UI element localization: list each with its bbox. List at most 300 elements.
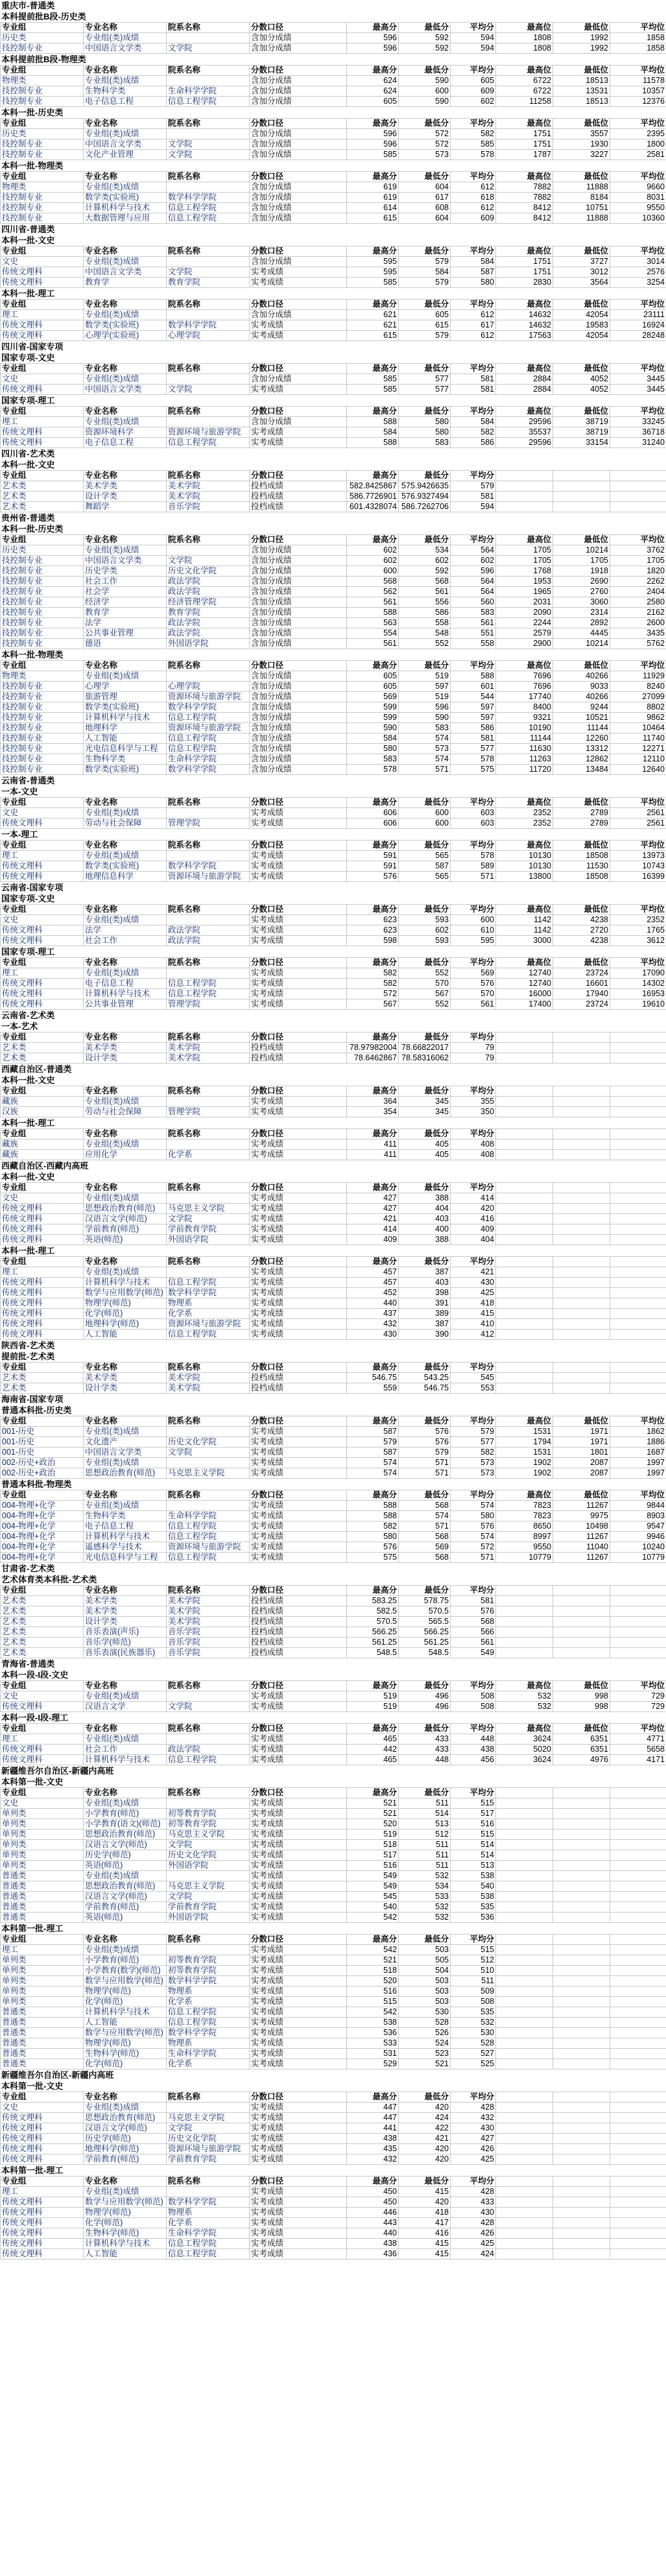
header-cell: 院系名称 [167, 1788, 250, 1798]
table-cell: 技控制专业 [1, 597, 84, 608]
table-cell: 513 [451, 1861, 496, 1871]
table-cell [167, 1945, 250, 1955]
table-cell [553, 1373, 610, 1383]
table-row [1, 2187, 666, 2197]
table-cell: 426 [451, 2144, 496, 2154]
table-cell: 590 [399, 713, 451, 723]
table-cell: 3624 [496, 1755, 553, 1765]
table-cell: 信息工程学院 [167, 2249, 250, 2260]
header-cell: 平均分 [451, 364, 496, 374]
table-cell: 364 [347, 1097, 399, 1107]
table-cell: 3762 [610, 545, 666, 556]
table-cell [553, 2197, 610, 2208]
table-cell: 001-历史 [1, 1448, 84, 1458]
table-cell [496, 1373, 553, 1383]
table-cell: 354 [347, 1107, 399, 1117]
table-row [1, 628, 666, 639]
table-cell [553, 1830, 610, 1840]
table-row [1, 556, 666, 566]
table-row [1, 1850, 666, 1861]
table-cell: 512 [451, 1955, 496, 1966]
table-cell: 实考成绩 [250, 2208, 347, 2218]
table-cell [610, 1330, 666, 1340]
table-cell: 17940 [553, 989, 610, 999]
table-cell: 576 [451, 1606, 496, 1617]
header-row [1, 1086, 666, 1097]
table-cell [553, 1278, 610, 1288]
header-cell: 最低位 [553, 841, 610, 851]
table-cell: 584 [347, 733, 399, 744]
table-cell [496, 1204, 553, 1214]
table-cell: 13973 [610, 851, 666, 861]
table-cell: 573 [451, 1468, 496, 1479]
table-cell: 437 [347, 1309, 399, 1319]
table-cell [610, 2038, 666, 2049]
table-cell: 生物科学(师范) [84, 2228, 167, 2239]
table-cell: 619 [347, 182, 399, 193]
table-cell: 实考成绩 [250, 2038, 347, 2049]
table-cell: 556 [399, 597, 451, 608]
header-cell: 分数口径 [250, 1086, 347, 1097]
table-row [1, 1278, 666, 1288]
table-cell: 532 [399, 1913, 451, 1923]
table-row [1, 1043, 666, 1053]
header-row [1, 1490, 666, 1501]
table-cell: 传统文理科 [1, 1235, 84, 1245]
table-cell: 001-历史 [1, 1427, 84, 1437]
table-row [1, 733, 666, 744]
table-cell: 19610 [610, 999, 666, 1010]
batch-title: 本科一批-物理类 [1, 161, 64, 171]
table-cell [496, 1819, 553, 1830]
header-cell: 最低分 [399, 1086, 451, 1097]
table-cell: 数学与应用数学(师范) [84, 2197, 167, 2208]
table-cell: 英语(师范) [84, 1861, 167, 1871]
table-cell: 1820 [610, 566, 666, 577]
header-cell: 专业组 [1, 407, 84, 417]
header-cell: 最低分 [399, 798, 451, 808]
table-row [1, 1606, 666, 1617]
table-cell: 624 [347, 86, 399, 97]
batch-title: 本科一批-文史 [1, 1172, 55, 1182]
table-cell: 经济管理学院 [167, 597, 250, 608]
header-cell: 专业名称 [84, 172, 167, 182]
table-cell: 10521 [553, 713, 610, 723]
table-cell [553, 2059, 610, 2069]
table-cell: 409 [347, 1235, 399, 1245]
header-row [1, 471, 666, 481]
table-cell [553, 1902, 610, 1913]
table-cell: 496 [399, 1702, 451, 1712]
table-cell: 1687 [610, 1448, 666, 1458]
header-cell: 专业组 [1, 172, 84, 182]
table-cell: 588 [451, 671, 496, 682]
table-cell: 11144 [496, 733, 553, 744]
table-cell: 8031 [610, 193, 666, 203]
table-cell: 实考成绩 [250, 1734, 347, 1745]
table-cell: 数学科学学院 [167, 702, 250, 713]
table-cell: 391 [399, 1298, 451, 1309]
header-cell: 分数口径 [250, 1935, 347, 1945]
table-cell: 78.66822017 [399, 1043, 451, 1053]
table-cell: 数学类(实验班) [84, 193, 167, 203]
table-cell: 物理学(师范) [84, 1298, 167, 1309]
table-cell: 数学与应用数学(师范) [84, 2028, 167, 2038]
header-cell [610, 1788, 666, 1798]
table-cell: 专业组(类)成绩 [84, 1097, 167, 1107]
table-cell: 581 [451, 492, 496, 502]
header-cell [496, 1183, 553, 1193]
table-cell: 文学院 [167, 150, 250, 160]
table-cell: 理工 [1, 1267, 84, 1278]
table-cell: 1801 [553, 1448, 610, 1458]
table-cell: 6722 [496, 76, 553, 86]
header-cell: 专业名称 [84, 798, 167, 808]
table-cell: 实考成绩 [250, 1945, 347, 1955]
table-cell: 530 [451, 2028, 496, 2038]
table-cell: 571 [399, 1521, 451, 1532]
table-cell: 447 [347, 2113, 399, 2123]
header-cell: 专业名称 [84, 2176, 167, 2187]
table-cell: 传统文理科 [1, 427, 84, 438]
table-cell: 含加分成绩 [250, 692, 347, 702]
table-cell: 1751 [496, 139, 553, 150]
table-cell: 16000 [496, 989, 553, 999]
table-cell [496, 2134, 553, 2144]
table-cell: 含加分成绩 [250, 139, 347, 150]
table-cell: 568 [399, 577, 451, 587]
table-cell: 582.5 [347, 1606, 399, 1617]
table-row [1, 1955, 666, 1966]
table-cell: 418 [451, 1298, 496, 1309]
table-cell: 581 [451, 733, 496, 744]
score-table [0, 1086, 666, 1117]
table-cell [496, 2113, 553, 2123]
header-cell: 平均分 [451, 407, 496, 417]
header-cell: 平均分 [451, 2176, 496, 2187]
table-row [1, 545, 666, 556]
table-cell: 10779 [496, 1553, 553, 1563]
table-cell [496, 1913, 553, 1923]
table-cell: 资源环境与旅游学院 [167, 723, 250, 733]
table-cell: 14632 [496, 310, 553, 320]
table-cell: 实考成绩 [250, 438, 347, 448]
table-row [1, 2134, 666, 2144]
table-cell: 530 [399, 2007, 451, 2018]
table-cell: 历史类 [1, 129, 84, 139]
table-cell: 艺术类 [1, 481, 84, 492]
table-cell [610, 1986, 666, 1997]
table-cell: 实考成绩 [250, 1107, 347, 1117]
table-cell: 投档成绩 [250, 481, 347, 492]
table-cell: 数学科学学院 [167, 861, 250, 872]
table-cell: 物理类 [1, 76, 84, 86]
header-cell: 最低位 [553, 66, 610, 76]
header-cell: 院系名称 [167, 798, 250, 808]
table-cell: 440 [347, 1298, 399, 1309]
header-cell: 最低分 [399, 1416, 451, 1427]
table-cell: 美术学院 [167, 1606, 250, 1617]
table-cell: 421 [451, 1267, 496, 1278]
header-cell: 专业组 [1, 1032, 84, 1043]
header-cell [553, 471, 610, 481]
table-cell: 415 [451, 1309, 496, 1319]
table-cell: 355 [451, 1097, 496, 1107]
table-row [1, 808, 666, 818]
table-cell: 生物科学类 [84, 754, 167, 765]
table-cell: 10130 [496, 861, 553, 872]
table-cell: 专业组(类)成绩 [84, 671, 167, 682]
header-cell: 最高分 [347, 958, 399, 968]
table-cell: 12862 [553, 754, 610, 765]
table-cell: 中国语言文学类 [84, 385, 167, 395]
table-cell: 美术学类 [84, 481, 167, 492]
table-cell: 4171 [610, 1755, 666, 1765]
table-cell: 584 [451, 417, 496, 427]
header-cell: 最低位 [553, 1490, 610, 1501]
table-cell: 571 [399, 765, 451, 775]
table-cell: 600 [399, 808, 451, 818]
table-cell: 实考成绩 [250, 1997, 347, 2007]
table-row [1, 2197, 666, 2208]
table-cell: 603 [451, 808, 496, 818]
table-cell: 信息工程学院 [167, 2007, 250, 2018]
table-cell: 729 [610, 1691, 666, 1702]
header-cell [610, 2176, 666, 2187]
table-cell [167, 257, 250, 267]
table-cell: 408 [451, 1139, 496, 1150]
header-cell: 院系名称 [167, 1129, 250, 1139]
table-row [1, 818, 666, 829]
table-cell: 数学科学学院 [167, 2197, 250, 2208]
table-cell: 教育学院 [167, 608, 250, 618]
table-cell: 78.97982004 [347, 1043, 399, 1053]
table-cell: 含加分成绩 [250, 597, 347, 608]
table-cell: 588 [347, 438, 399, 448]
header-cell: 分数口径 [250, 2176, 347, 2187]
table-cell: 388 [399, 1193, 451, 1204]
table-cell [496, 2038, 553, 2049]
header-cell: 院系名称 [167, 66, 250, 76]
table-cell: 技控制专业 [1, 765, 84, 775]
table-cell: 398 [399, 1288, 451, 1298]
table-cell: 专业组(类)成绩 [84, 1139, 167, 1150]
table-cell: 3014 [610, 257, 666, 267]
table-cell: 587 [451, 267, 496, 278]
table-cell: 518 [347, 1966, 399, 1976]
score-table [0, 65, 666, 107]
header-row [1, 119, 666, 129]
table-cell: 美术学院 [167, 1373, 250, 1383]
header-cell: 平均分 [451, 1032, 496, 1043]
table-cell: 602 [399, 556, 451, 566]
table-cell: 508 [451, 1997, 496, 2007]
table-cell: 技控制专业 [1, 577, 84, 587]
table-cell: 546.75 [399, 1383, 451, 1394]
table-cell: 投档成绩 [250, 492, 347, 502]
table-cell [553, 1638, 610, 1648]
batch-title: 本科提前批B段-历史类 [1, 12, 86, 21]
header-cell: 专业组 [1, 661, 84, 671]
table-cell: 548 [399, 628, 451, 639]
table-cell: 561 [451, 618, 496, 628]
table-row [1, 2038, 666, 2049]
table-cell: 597 [451, 702, 496, 713]
score-table [0, 1362, 666, 1394]
table-cell: 548.5 [399, 1648, 451, 1658]
table-cell: 536 [347, 2028, 399, 2038]
table-cell [610, 1638, 666, 1648]
header-cell: 院系名称 [167, 119, 250, 129]
table-cell [496, 1288, 553, 1298]
table-cell: 438 [347, 2239, 399, 2249]
table-cell [167, 1734, 250, 1745]
table-cell [610, 1809, 666, 1819]
table-cell: 大数据管理与应用 [84, 213, 167, 224]
table-cell: 585 [347, 150, 399, 160]
table-cell: 专业组(类)成绩 [84, 374, 167, 385]
table-cell: 传统文理科 [1, 861, 84, 872]
table-cell [167, 1691, 250, 1702]
table-cell: 实考成绩 [250, 267, 347, 278]
table-cell: 传统文理科 [1, 872, 84, 882]
header-cell: 最高位 [496, 535, 553, 545]
header-cell: 专业组 [1, 1724, 84, 1734]
table-cell: 文史 [1, 374, 84, 385]
table-cell: 572 [451, 1542, 496, 1553]
header-cell: 最低分 [399, 1183, 451, 1193]
table-cell: 舞蹈学 [84, 502, 167, 512]
table-row [1, 417, 666, 427]
table-cell: 521 [347, 1955, 399, 1966]
header-cell: 最高分 [347, 172, 399, 182]
table-cell [167, 808, 250, 818]
header-cell: 平均分 [451, 1490, 496, 1501]
table-cell: 含加分成绩 [250, 639, 347, 649]
header-cell: 最低位 [553, 364, 610, 374]
table-cell: 资源环境与旅游学院 [167, 692, 250, 702]
table-cell: 美术学类 [84, 1596, 167, 1606]
table-cell: 资源环境科学 [84, 427, 167, 438]
header-cell: 分数口径 [250, 661, 347, 671]
table-cell: 588 [347, 417, 399, 427]
header-cell [553, 2092, 610, 2103]
table-cell [496, 2208, 553, 2218]
table-cell: 520 [347, 1976, 399, 1986]
table-cell: 专业组(类)成绩 [84, 968, 167, 979]
table-cell [496, 2059, 553, 2069]
header-cell: 院系名称 [167, 958, 250, 968]
table-cell: 管理学院 [167, 999, 250, 1010]
table-cell: 传统文理科 [1, 1298, 84, 1309]
table-cell: 思想政治教育(师范) [84, 1881, 167, 1892]
table-cell: 584 [347, 427, 399, 438]
table-cell: 计算机科学与技术 [84, 2007, 167, 2018]
score-table [0, 118, 666, 160]
header-cell [610, 1183, 666, 1193]
header-row [1, 958, 666, 968]
table-cell: 6351 [553, 1734, 610, 1745]
header-cell: 专业名称 [84, 1086, 167, 1097]
table-cell: 42054 [553, 331, 610, 341]
table-cell: 专业组(类)成绩 [84, 808, 167, 818]
table-cell: 实考成绩 [250, 2228, 347, 2239]
table-cell: 2404 [610, 587, 666, 597]
batch-title: 本科一段-I段-理工 [1, 1713, 69, 1723]
table-cell: 594 [451, 33, 496, 43]
table-cell: 609 [451, 86, 496, 97]
table-cell: 5020 [496, 1745, 553, 1755]
table-cell: 601 [451, 682, 496, 692]
header-cell: 专业组 [1, 1257, 84, 1267]
table-cell: 533 [399, 1892, 451, 1902]
table-cell: 单列类 [1, 1809, 84, 1819]
table-cell: 外国语学院 [167, 1235, 250, 1245]
batch-title: 普通本科批-历史类 [1, 1405, 72, 1415]
table-cell: 608 [399, 203, 451, 213]
table-cell: 2760 [553, 587, 610, 597]
table-cell [610, 1204, 666, 1214]
table-cell: 2576 [610, 267, 666, 278]
table-cell: 582 [347, 968, 399, 979]
table-cell: 567 [347, 999, 399, 1010]
table-row [1, 1638, 666, 1648]
header-cell [610, 1129, 666, 1139]
table-cell: 408 [451, 1150, 496, 1160]
table-cell [553, 1139, 610, 1150]
table-row [1, 936, 666, 946]
table-cell: 457 [347, 1267, 399, 1278]
table-cell: 含加分成绩 [250, 765, 347, 775]
header-row [1, 1681, 666, 1691]
table-cell: 426 [451, 2228, 496, 2239]
score-table [0, 797, 666, 829]
table-cell: 79 [451, 1043, 496, 1053]
table-cell: 技控制专业 [1, 193, 84, 203]
table-cell: 2581 [610, 150, 666, 160]
table-cell [496, 1278, 553, 1288]
table-cell: 590 [399, 97, 451, 107]
table-cell: 信息工程学院 [167, 2018, 250, 2028]
table-cell: 345 [399, 1107, 451, 1117]
table-cell: 4976 [553, 1755, 610, 1765]
table-cell: 521 [347, 1798, 399, 1809]
table-cell: 10360 [610, 213, 666, 224]
table-cell [167, 417, 250, 427]
table-cell: 514 [451, 1840, 496, 1850]
table-cell [610, 1627, 666, 1638]
header-cell: 专业名称 [84, 1363, 167, 1373]
table-cell: 615 [399, 320, 451, 331]
table-row [1, 989, 666, 999]
table-cell: 传统文理科 [1, 278, 84, 288]
table-cell: 专业组(类)成绩 [84, 1871, 167, 1881]
table-cell [167, 182, 250, 193]
table-cell: 10214 [553, 545, 610, 556]
table-cell: 投档成绩 [250, 1627, 347, 1638]
table-cell: 政法学院 [167, 1745, 250, 1755]
header-cell [610, 1935, 666, 1945]
table-cell: 578.75 [399, 1596, 451, 1606]
table-row [1, 692, 666, 702]
header-cell: 平均分 [451, 1935, 496, 1945]
table-cell: 7696 [496, 682, 553, 692]
table-cell: 436 [347, 2249, 399, 2260]
table-cell [553, 1986, 610, 1997]
table-cell: 571 [451, 872, 496, 882]
table-cell: 538 [347, 2018, 399, 2028]
table-row [1, 608, 666, 618]
